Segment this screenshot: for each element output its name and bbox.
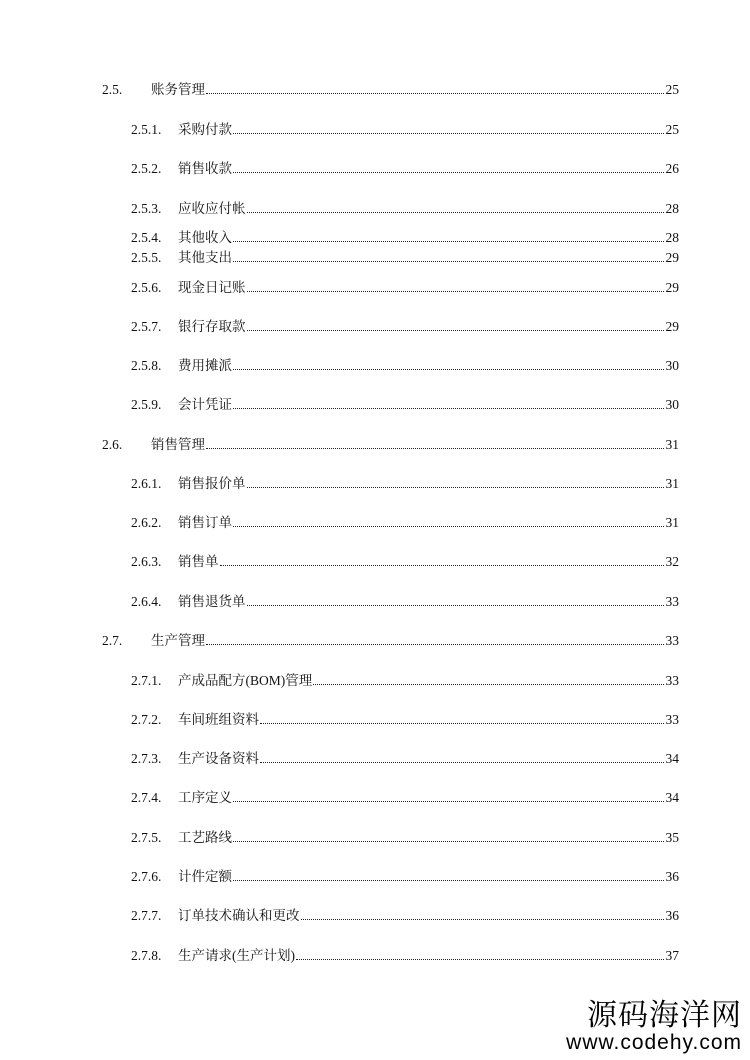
toc-dot-leader: [220, 565, 664, 566]
toc-entry: [0, 248, 750, 268]
toc-entry-line: [178, 395, 679, 415]
toc-entry-title: 车间班组资料: [178, 712, 259, 727]
toc-entry-page: 30: [665, 397, 679, 412]
toc-entry-number: 2.6.1.: [131, 476, 162, 491]
toc-entry-number: 2.7.1.: [131, 673, 162, 688]
toc-entry-page: 36: [665, 869, 679, 884]
toc-entry-line: [178, 749, 679, 769]
toc-entry-number: 2.5.4.: [131, 230, 162, 245]
toc-entry: [0, 228, 750, 248]
toc-dot-leader: [247, 212, 664, 213]
toc-entry: [0, 671, 750, 691]
toc-entry: [0, 317, 750, 337]
watermark-url: www.codehy.com: [566, 1030, 742, 1054]
toc-entry-title: 产成品配方(BOM)管理: [178, 673, 313, 688]
toc-entry-line: [178, 552, 679, 572]
toc-entry-line: [178, 317, 679, 337]
toc-entry-line: [151, 435, 679, 455]
toc-entry-page: 29: [665, 319, 679, 334]
toc-entry-page: 31: [665, 437, 679, 452]
toc-dot-leader: [233, 526, 664, 527]
toc-entry-number: 2.7.3.: [131, 751, 162, 766]
toc-dot-leader: [233, 801, 664, 802]
toc-entry-page: 26: [665, 161, 679, 176]
toc-entry-line: [151, 80, 679, 100]
toc-entry-line: [178, 828, 679, 848]
toc-entry-page: 33: [665, 673, 679, 688]
toc-entry: [0, 906, 750, 926]
toc-entry-title: 销售收款: [178, 161, 232, 176]
toc-entry-page: 28: [665, 201, 679, 216]
toc-entry-title: 计件定额: [178, 869, 232, 884]
toc-entry-page: 29: [665, 280, 679, 295]
toc-entry: [0, 828, 750, 848]
toc-dot-leader: [233, 133, 664, 134]
watermark: [566, 1000, 742, 1054]
toc-entry: [0, 435, 750, 455]
toc-entry-page: 29: [665, 250, 679, 265]
toc-entry-page: 35: [665, 830, 679, 845]
toc-entry: [0, 631, 750, 651]
toc-dot-leader: [206, 93, 664, 94]
toc-entry-number: 2.6.4.: [131, 594, 162, 609]
toc-dot-leader: [247, 291, 664, 292]
toc-dot-leader: [233, 241, 664, 242]
toc-entry-title: 订单技术确认和更改: [178, 908, 300, 923]
toc-entry-line: [178, 356, 679, 376]
toc-entry-page: 28: [665, 230, 679, 245]
toc-dot-leader: [313, 684, 663, 685]
toc-entry-title: 销售退货单: [178, 594, 246, 609]
toc-entry-line: [178, 946, 679, 966]
toc-entry-line: [178, 120, 679, 140]
toc-dot-leader: [233, 880, 664, 881]
toc-entry-title: 生产设备资料: [178, 751, 259, 766]
toc-entry-title: 销售报价单: [178, 476, 246, 491]
toc-dot-leader: [233, 172, 664, 173]
toc-entry-page: 25: [665, 82, 679, 97]
toc-entry-number: 2.7.7.: [131, 908, 162, 923]
toc-entry-title: 账务管理: [151, 82, 205, 97]
toc-dot-leader: [301, 919, 664, 920]
toc-entry: [0, 552, 750, 572]
toc-entry-page: 33: [665, 594, 679, 609]
toc-entry-title: 销售订单: [178, 515, 232, 530]
toc-entry-number: 2.5.: [102, 82, 123, 97]
toc-entry: [0, 474, 750, 494]
toc-dot-leader: [206, 448, 664, 449]
toc-dot-leader: [233, 841, 664, 842]
toc-dot-leader: [233, 369, 664, 370]
toc-entry-title: 生产管理: [151, 633, 205, 648]
toc-entry-line: [178, 906, 679, 926]
toc-entry-page: 37: [665, 948, 679, 963]
watermark-site-name: 源码海洋网: [587, 998, 742, 1034]
toc-entry-title: 其他收入: [178, 230, 232, 245]
toc-entry-page: 36: [665, 908, 679, 923]
toc-entry-title: 会计凭证: [178, 397, 232, 412]
toc-entry-title: 采购付款: [178, 122, 232, 137]
toc-entry-page: 30: [665, 358, 679, 373]
toc-entry-line: [178, 159, 679, 179]
toc-entry-number: 2.5.8.: [131, 358, 162, 373]
toc-entry-number: 2.7.8.: [131, 948, 162, 963]
toc-entry-number: 2.7.: [102, 633, 123, 648]
toc-entry-title: 销售管理: [151, 437, 205, 452]
toc-entry: [0, 867, 750, 887]
toc-entry-title: 生产请求(生产计划): [178, 948, 295, 963]
toc-entry-line: [178, 867, 679, 887]
toc-entry-line: [178, 592, 679, 612]
toc-entry-title: 其他支出: [178, 250, 232, 265]
toc-entry: [0, 395, 750, 415]
toc-entry-line: [178, 710, 679, 730]
toc-entry-line: [178, 199, 679, 219]
toc-entry-page: 34: [665, 751, 679, 766]
toc-entry-page: 31: [665, 476, 679, 491]
toc-entry-number: 2.6.2.: [131, 515, 162, 530]
toc-dot-leader: [247, 605, 664, 606]
toc-entry-number: 2.7.5.: [131, 830, 162, 845]
toc-entry: [0, 120, 750, 140]
toc-entry-page: 34: [665, 790, 679, 805]
toc-entry-line: [178, 228, 679, 248]
toc-dot-leader: [206, 644, 664, 645]
toc-entry-title: 工艺路线: [178, 830, 232, 845]
toc-entry-number: 2.5.3.: [131, 201, 162, 216]
toc-dot-leader: [260, 762, 664, 763]
toc-entry-line: [178, 278, 679, 298]
toc-entry-line: [178, 474, 679, 494]
toc-entry-number: 2.5.7.: [131, 319, 162, 334]
toc-entry-number: 2.5.1.: [131, 122, 162, 137]
toc-entry-line: [178, 248, 679, 268]
toc-entry: [0, 80, 750, 100]
toc-dot-leader: [233, 408, 664, 409]
toc-entry: [0, 356, 750, 376]
toc-entry-title: 应收应付帐: [178, 201, 246, 216]
toc-entry-page: 32: [665, 554, 679, 569]
toc-entry: [0, 592, 750, 612]
toc-entry-title: 现金日记账: [178, 280, 246, 295]
toc-entry-page: 25: [665, 122, 679, 137]
toc-dot-leader: [233, 261, 664, 262]
toc-dot-leader: [260, 723, 664, 724]
toc-entry-number: 2.5.2.: [131, 161, 162, 176]
toc-entry-line: [178, 671, 679, 691]
toc-entry-number: 2.5.9.: [131, 397, 162, 412]
toc-entry-number: 2.5.6.: [131, 280, 162, 295]
toc-entry: [0, 788, 750, 808]
toc-entry: [0, 159, 750, 179]
toc-entry-title: 工序定义: [178, 790, 232, 805]
toc-entry: [0, 946, 750, 966]
toc-entry-title: 费用摊派: [178, 358, 232, 373]
toc-entry-number: 2.5.5.: [131, 250, 162, 265]
toc-entry-number: 2.7.6.: [131, 869, 162, 884]
toc-entry-title: 销售单: [178, 554, 219, 569]
toc-entry-page: 33: [665, 712, 679, 727]
toc-entry-line: [151, 631, 679, 651]
toc-entry-page: 31: [665, 515, 679, 530]
toc-entry-number: 2.7.2.: [131, 712, 162, 727]
toc-entry: [0, 199, 750, 219]
toc-entry-number: 2.6.3.: [131, 554, 162, 569]
toc-entry: [0, 749, 750, 769]
toc-entry-number: 2.7.4.: [131, 790, 162, 805]
toc-dot-leader: [296, 959, 664, 960]
toc-entry: [0, 710, 750, 730]
toc-entry-page: 33: [665, 633, 679, 648]
toc-dot-leader: [247, 487, 664, 488]
toc-entry-title: 银行存取款: [178, 319, 246, 334]
toc-entry-number: 2.6.: [102, 437, 123, 452]
toc-entry: [0, 513, 750, 533]
toc-entry-line: [178, 513, 679, 533]
toc-dot-leader: [247, 330, 664, 331]
toc-entry: [0, 278, 750, 298]
toc-entry-line: [178, 788, 679, 808]
